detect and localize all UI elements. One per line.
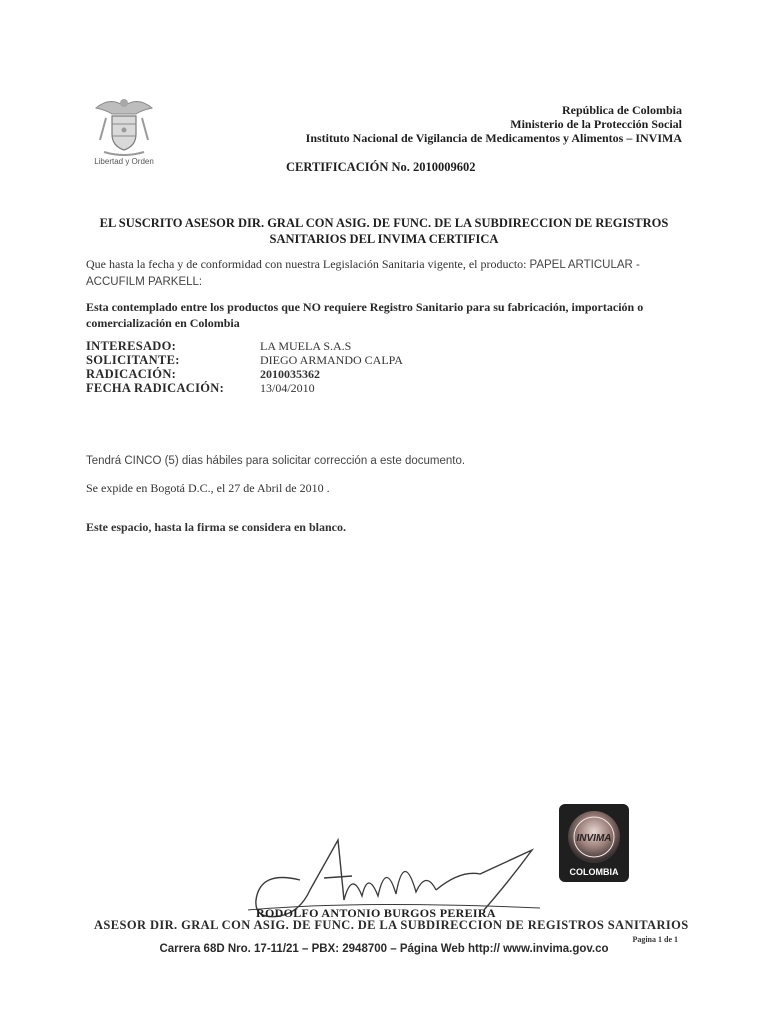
field-label-interesado: INTERESADO: <box>86 339 177 353</box>
intro-text: Que hasta la fecha y de conformidad con nuestra Legislación Sanitaria vigente, el producto: <box>86 257 527 271</box>
correction-text: Tendrá CINCO (5) dias hábiles para solicitar corrección a este documento. <box>86 455 466 467</box>
certificate-title <box>88 215 680 247</box>
field-value-fecha-radicacion: 13/04/2010 <box>260 381 315 395</box>
blank-space-note: Este espacio, hasta la firma se considera en blanco. <box>86 520 346 534</box>
field-value-radicacion: 2010035362 <box>260 367 320 381</box>
field-value-solicitante: DIEGO ARMANDO CALPA <box>260 353 403 367</box>
certification-value: 2010009602 <box>413 160 476 174</box>
issued-note <box>86 480 686 496</box>
title-line-2: SANITARIOS DEL INVIMA CERTIFICA <box>269 232 499 246</box>
page-indicator: Pagina 1 de 1 <box>632 935 678 944</box>
header-ministry: Ministerio de la Protección Social <box>510 117 682 131</box>
stamp-bottom-text: COLOMBIA <box>569 867 619 877</box>
header-country: República de Colombia <box>561 103 682 117</box>
product-name: PAPEL ARTICULAR - ACCUFILM PARKELL: <box>86 259 640 288</box>
field-value-interesado: LA MUELA S.A.S <box>260 339 352 353</box>
header-institute: Instituto Nacional de Vigilancia de Medicamentos y Alimentos – INVIMA <box>305 131 682 145</box>
seal-caption: Libertad y Orden <box>94 157 154 166</box>
field-label-radicacion: RADICACIÓN: <box>86 367 177 381</box>
title-line-1: EL SUSCRITO ASESOR DIR. GRAL CON ASIG. DE FUNC. DE LA SUBDIRECCION DE REGISTROS <box>99 216 669 230</box>
field-label-fecha-radicacion: FECHA RADICACIÓN: <box>86 381 225 395</box>
intro-paragraph <box>86 256 686 290</box>
certification-label: CERTIFICACIÓN No. <box>286 160 410 174</box>
field-label-solicitante: SOLICITANTE: <box>86 353 180 367</box>
stamp-top-text: INVIMA <box>576 833 612 844</box>
statement-paragraph: Esta contemplado entre los productos que NO requiere Registro Sanitario para su fabricación, importación o comercialización en Colombia <box>86 300 644 330</box>
certification-number <box>286 160 476 175</box>
correction-note <box>86 452 686 469</box>
issued-text: Se expide en Bogotá D.C., el 27 de Abril de 2010 . <box>86 481 330 495</box>
signer-role: ASESOR DIR. GRAL CON ASIG. DE FUNC. DE LA SUBDIRECCION DE REGISTROS SANITARIOS <box>94 918 689 932</box>
invima-seal-icon <box>558 803 630 883</box>
signer-name: RODOLFO ANTONIO BURGOS PEREIRA <box>256 906 496 920</box>
footer-address: Carrera 68D Nro. 17-11/21 – PBX: 2948700 – Página Web http:// www.invima.gov.co <box>159 943 609 955</box>
